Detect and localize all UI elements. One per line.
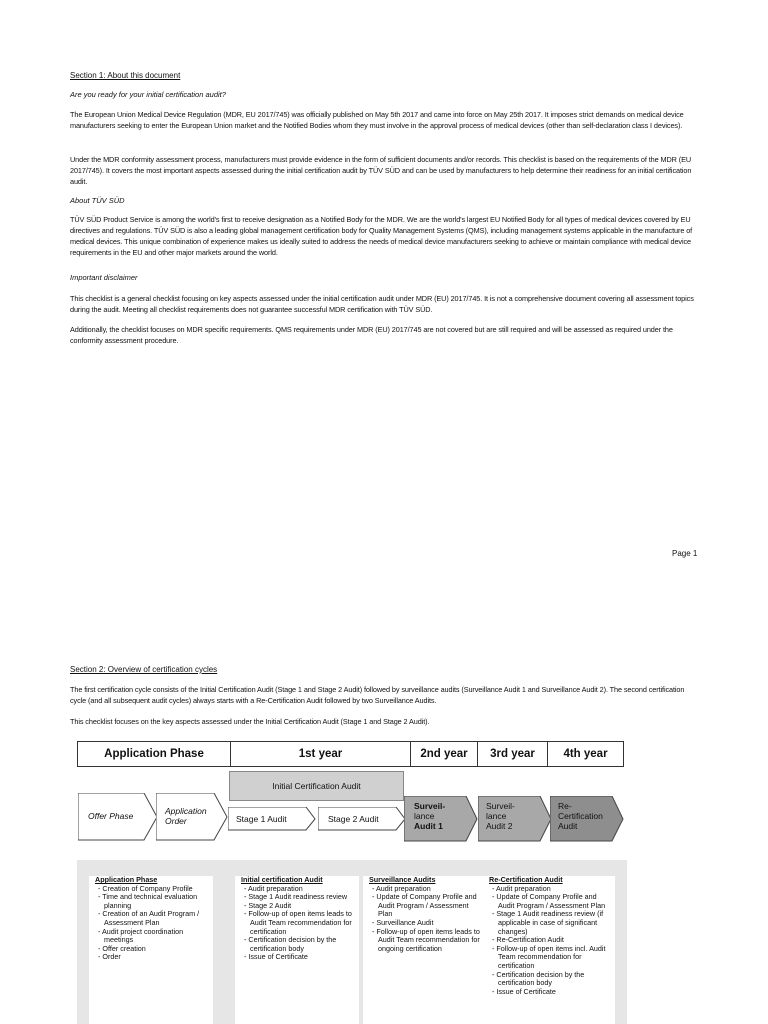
surveillance-1-line-1: Surveil- (414, 801, 446, 811)
list-item: - Certification decision by the certification body (244, 935, 337, 953)
list-item: - Time and technical evaluation planning (98, 892, 198, 910)
list-item: - Creation of an Audit Program / Assessment Plan (98, 909, 200, 927)
stage-2-arrow (318, 807, 406, 831)
section-1-heading: Section 1: About this document (70, 71, 181, 80)
list-item: - Creation of Company Profile (98, 883, 193, 893)
column-surveillance (363, 876, 487, 1024)
header-application-phase: Application Phase (78, 742, 231, 766)
readiness-question: Are you ready for your initial certification audit? (70, 90, 226, 99)
column-initial-certification (235, 876, 359, 1024)
list-item: - Update of Company Profile and Audit Program / Assessment Plan (492, 892, 606, 910)
header-4th-year: 4th year (563, 748, 608, 760)
paragraph-conformity: Under the MDR conformity assessment process, manufacturers must provide evidence in the form of sufficient documents and/or records. This checklist is based on the requirements of the MDR (EU 2017/745). It covers the most important aspects assessed during the initial certification audit by TÜV SÜD and can be used by manufacturers to help determine their readiness for an initial certification audit. (70, 155, 692, 186)
list-item: - Stage 1 Audit readiness review (if applicable in case of significant changes) (492, 909, 604, 936)
surveillance-1-arrow (404, 796, 478, 842)
list-item: - Follow-up of open items leads to Audit Team recommendation for ongoing certification (372, 926, 480, 953)
surveillance-2-arrow (478, 796, 552, 842)
stage-1-arrow (228, 807, 316, 831)
surveillance-2-line-1: Surveil- (486, 801, 515, 811)
paragraph-focus: This checklist focuses on the key aspects assessed under the Initial Certification Audit (Stage 1 and Stage 2 Audit). (70, 717, 430, 726)
header-3rd-year: 3rd year (478, 742, 548, 766)
paragraph-mdr-intro: The European Union Medical Device Regulation (MDR, EU 2017/745) was officially published on May 5th 2017 and came into force on May 25th 2017. It imposes strict demands on medical device manufacturers seeking to enter the European Union market and the Notified Bodies whom they must involve in the approval process of medical devices (other than self-declaration class I devices). (70, 110, 684, 130)
stage-2-label: Stage 2 Audit (328, 814, 379, 824)
recert-line-2: Certification (558, 811, 603, 821)
column-application-phase (89, 876, 213, 1024)
disclaimer-heading: Important disclaimer (70, 273, 138, 282)
list-item: - Update of Company Profile and Audit Program / Assessment Plan (372, 892, 477, 919)
timeline-header (77, 741, 624, 767)
list-item: - Follow-up of open items incl. Audit Team recommendation for certification (492, 943, 606, 970)
surveillance-1-line-2: lance (414, 811, 435, 821)
application-order-arrow (156, 793, 228, 841)
application-label: Application (165, 806, 207, 816)
header-2nd-year: 2nd year (411, 742, 478, 766)
initial-certification-audit-bar: Initial Certification Audit (229, 771, 404, 801)
section-2-heading: Section 2: Overview of certification cycles (70, 665, 218, 674)
list-item: - Stage 1 Audit readiness review (244, 892, 348, 902)
list-item: - Audit preparation (372, 883, 431, 893)
page-number: Page 1 (672, 549, 698, 558)
paragraph-disclaimer: This checklist is a general checklist focusing on key aspects assessed under the initial certification audit under MDR (EU) 2017/745. It is not a comprehensive document covering all assessment topics during the audit. Meeting all checklist requirements does not guarantee successful MDR certification with TÜV SÜD. (70, 294, 694, 314)
list-item: - Audit preparation (244, 883, 303, 893)
column-title: Re-Certification Audit (489, 875, 563, 884)
list-item: - Order (98, 952, 121, 962)
about-heading: About TÜV SÜD (70, 196, 125, 205)
paragraph-cycle: The first certification cycle consists of the Initial Certification Audit (Stage 1 and Stage 2 Audit) followed by surveillance audits (Surveillance Audit 1 and Surveillance Audit 2). The second certification cycle (and all subsequent audit cycles) always starts with a Re-Certification Audit followed by two Surveillance Audits. (70, 685, 685, 705)
list-item: - Re-Certification Audit (492, 935, 564, 945)
offer-phase-arrow (78, 793, 158, 841)
recert-line-3: Audit (558, 821, 578, 831)
column-title: Application Phase (95, 875, 158, 884)
paragraph-about: TÜV SÜD Product Service is among the world's first to receive designation as a Notified Body for the MDR. We are the world's largest EU Notified Body for all types of medical devices covered by EU directives and regulations. TÜV SÜD is also a leading global management certification body for Quality Management Systems (QMS), including management systems applicable in the manufacture of medical devices. This unique combination of experience makes us ideally suited to address the needs of medical device manufacturers seeking to achieve or maintain compliance with medical device requirements in the EU and other major markets around the world. (70, 215, 693, 257)
surveillance-1-line-3: Audit 1 (414, 821, 443, 831)
surveillance-2-line-2: lance (486, 811, 507, 821)
list-item: - Offer creation (98, 943, 146, 953)
list-item: - Follow-up of open items leads to Audit Team recommendation for certification (244, 909, 352, 936)
surveillance-2-line-3: Audit 2 (486, 821, 513, 831)
stage-1-label: Stage 1 Audit (236, 814, 287, 824)
list-item: - Stage 2 Audit (244, 900, 292, 910)
paragraph-qms: Additionally, the checklist focuses on MDR specific requirements. QMS requirements under MDR (EU) 2017/745 are not covered but are still required and will be assessed as required under the conformity assessment procedure. (70, 325, 673, 345)
list-item: - Certification decision by the certification body (492, 969, 585, 988)
column-recertification (483, 876, 615, 1024)
list-item: - Issue of Certificate (244, 952, 308, 962)
order-label: Order (165, 816, 187, 826)
recert-line-1: Re- (558, 801, 572, 811)
offer-phase-label: Offer Phase (88, 811, 134, 821)
column-title: Surveillance Audits (369, 875, 436, 884)
header-1st-year: 1st year (231, 742, 411, 766)
recertification-arrow (550, 796, 624, 842)
list-item: - Surveillance Audit (372, 917, 434, 927)
list-item: - Audit project coordination meetings (98, 926, 184, 945)
column-title: Initial certification Audit (241, 875, 323, 884)
list-item: - Issue of Certificate (492, 986, 556, 996)
list-item: - Audit preparation (492, 883, 551, 893)
